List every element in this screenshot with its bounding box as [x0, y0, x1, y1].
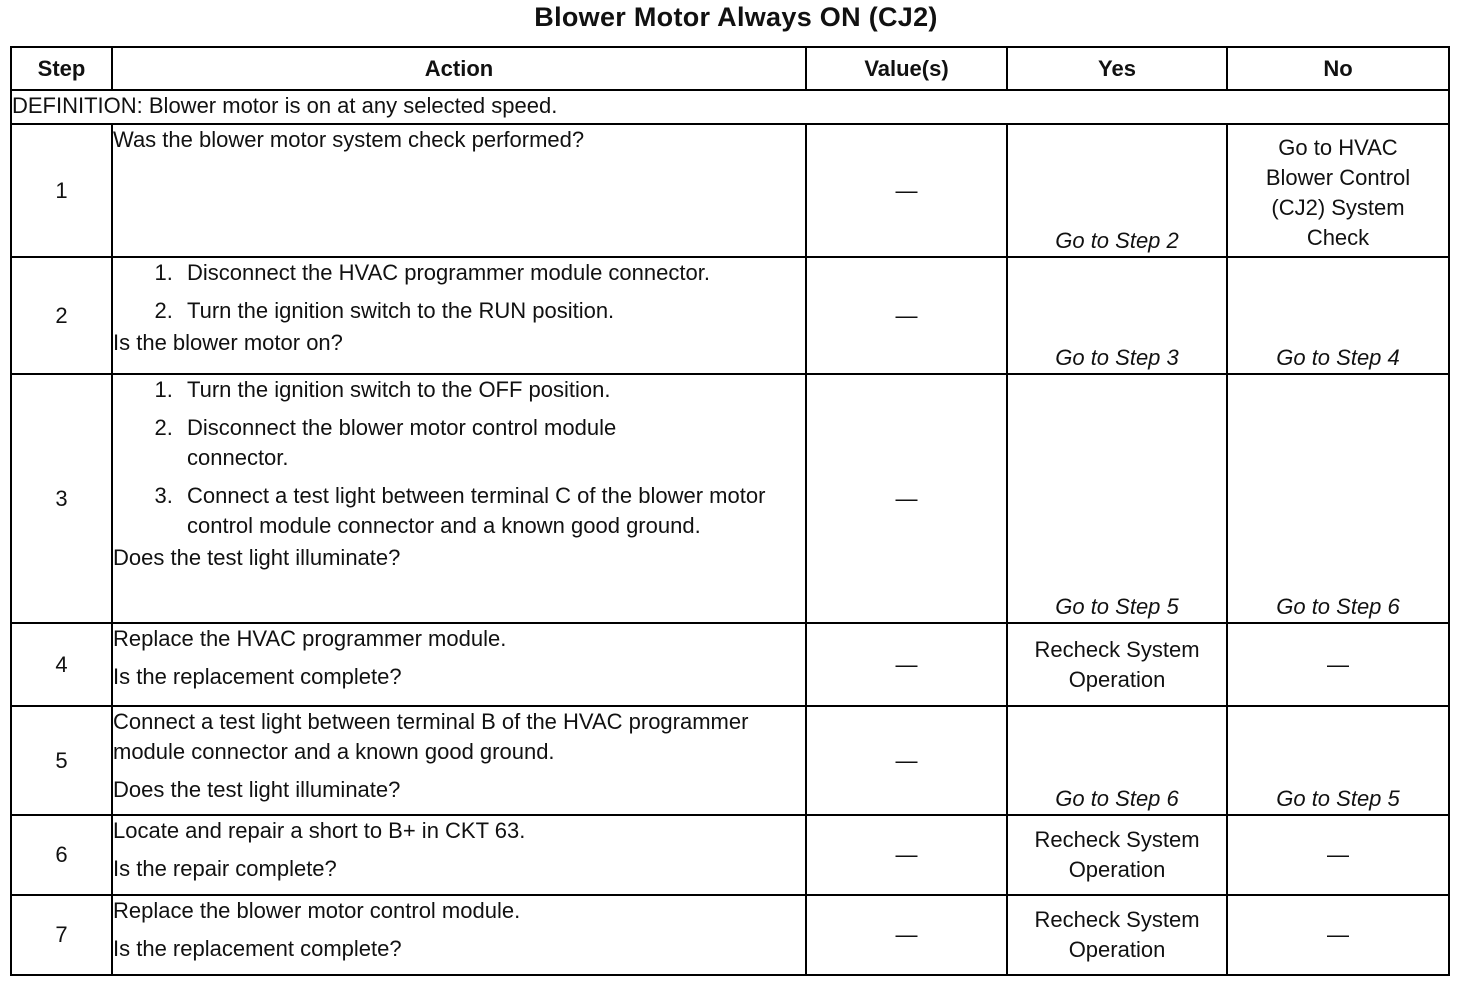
header-step: Step	[11, 47, 112, 90]
question-text: Is the replacement complete?	[113, 664, 402, 689]
yes-cell: Go to Step 3	[1007, 257, 1227, 374]
action-text: Replace the blower motor control module.	[113, 898, 521, 923]
substep-list	[113, 258, 805, 326]
substep: 1. Turn the ignition switch to the OFF position.	[179, 375, 805, 405]
header-row	[11, 47, 1449, 90]
substep: 3. Connect a test light between terminal C of the blower motor control module connector and a known good ground.	[179, 481, 805, 541]
value-cell: —	[806, 623, 1007, 706]
substep: 1. Disconnect the HVAC programmer module connector.	[179, 258, 805, 288]
substep-list	[113, 375, 805, 541]
action-cell	[112, 623, 806, 706]
action-text: Replace the HVAC programmer module.	[113, 626, 507, 651]
value-cell: —	[806, 895, 1007, 975]
action-cell	[112, 895, 806, 975]
action-cell	[112, 706, 806, 815]
table-row	[11, 623, 1449, 706]
step-number: 2	[11, 257, 112, 374]
value-cell: —	[806, 706, 1007, 815]
yes-cell: Recheck System Operation	[1007, 623, 1227, 706]
no-cell: —	[1227, 895, 1449, 975]
no-cell: Go to Step 6	[1227, 374, 1449, 623]
substep: 2. Turn the ignition switch to the RUN position.	[179, 296, 805, 326]
diagnostic-table	[10, 46, 1450, 976]
action-cell	[112, 374, 806, 623]
step-number: 7	[11, 895, 112, 975]
header-no: No	[1227, 47, 1449, 90]
definition-row	[11, 90, 1449, 124]
table-row	[11, 124, 1449, 257]
value-cell: —	[806, 257, 1007, 374]
action-text: Locate and repair a short to B+ in CKT 63.	[113, 818, 526, 843]
yes-cell: Go to Step 6	[1007, 706, 1227, 815]
definition-text: DEFINITION: Blower motor is on at any selected speed.	[11, 90, 1449, 124]
value-cell: —	[806, 124, 1007, 257]
table-row	[11, 815, 1449, 895]
table-row	[11, 895, 1449, 975]
action-cell	[112, 124, 806, 257]
step-number: 1	[11, 124, 112, 257]
no-cell: —	[1227, 815, 1449, 895]
no-cell: Go to Step 4	[1227, 257, 1449, 374]
step-number: 6	[11, 815, 112, 895]
question-text: Is the repair complete?	[113, 856, 337, 881]
header-yes: Yes	[1007, 47, 1227, 90]
question-text: Is the replacement complete?	[113, 936, 402, 961]
substep: 2. Disconnect the blower motor control module connector.	[179, 413, 805, 473]
action-cell	[112, 257, 806, 374]
step-number: 4	[11, 623, 112, 706]
no-cell: Go to HVAC Blower Control (CJ2) System Check	[1227, 124, 1449, 257]
page-title: Blower Motor Always ON (CJ2)	[534, 2, 938, 32]
value-cell: —	[806, 374, 1007, 623]
action-cell	[112, 815, 806, 895]
no-cell: —	[1227, 623, 1449, 706]
value-cell: —	[806, 815, 1007, 895]
step-number: 5	[11, 706, 112, 815]
yes-cell: Go to Step 5	[1007, 374, 1227, 623]
question-text: Does the test light illuminate?	[113, 777, 401, 802]
header-values: Value(s)	[806, 47, 1007, 90]
step-number: 3	[11, 374, 112, 623]
header-action: Action	[112, 47, 806, 90]
action-text: Was the blower motor system check performed?	[113, 127, 585, 152]
table-row	[11, 374, 1449, 623]
yes-cell: Go to Step 2	[1007, 124, 1227, 257]
yes-cell: Recheck System Operation	[1007, 815, 1227, 895]
table-row	[11, 706, 1449, 815]
question-text: Does the test light illuminate?	[113, 545, 401, 570]
action-text: Connect a test light between terminal B of the HVAC programmer module connector and a known good ground.	[113, 709, 749, 764]
no-cell: Go to Step 5	[1227, 706, 1449, 815]
table-row	[11, 257, 1449, 374]
yes-cell: Recheck System Operation	[1007, 895, 1227, 975]
question-text: Is the blower motor on?	[113, 330, 343, 355]
